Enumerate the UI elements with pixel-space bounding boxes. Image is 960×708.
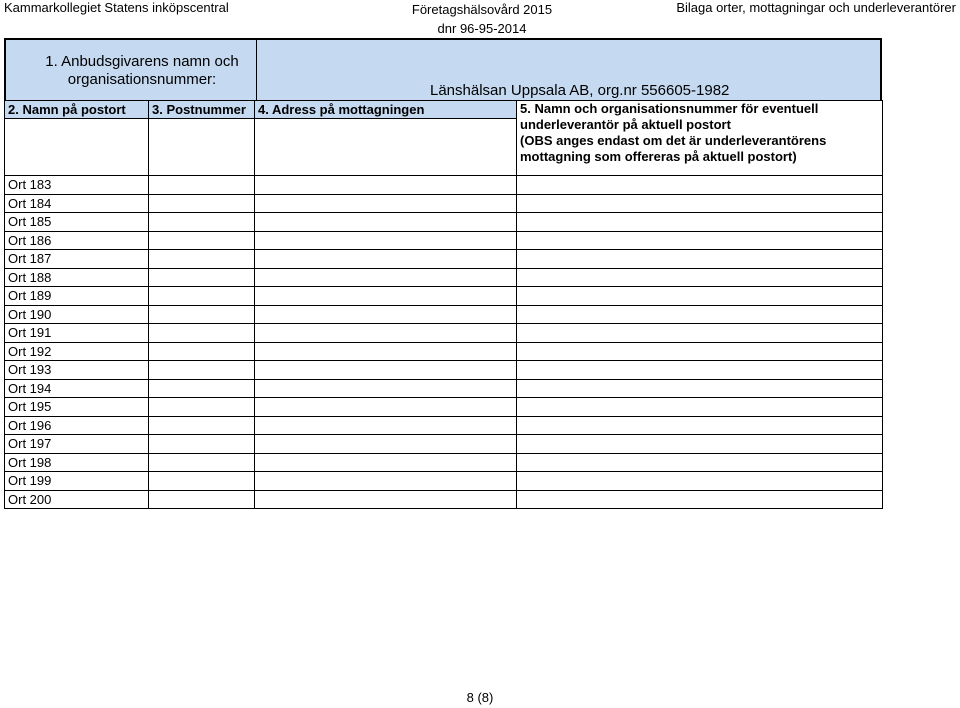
postnummer-cell[interactable] (149, 194, 255, 213)
postnummer-cell[interactable] (149, 490, 255, 509)
underleverantor-cell[interactable] (517, 287, 883, 306)
postort-cell: Ort 190 (5, 305, 149, 324)
postnummer-cell[interactable] (149, 453, 255, 472)
underleverantor-cell[interactable] (517, 472, 883, 491)
postort-cell: Ort 191 (5, 324, 149, 343)
adress-cell[interactable] (255, 379, 517, 398)
table-row (5, 361, 883, 380)
column-header-underleverantor-note: (OBS anges endast om det är underleverantörens mottagning som offereras på aktuell postort) (520, 133, 827, 164)
postort-cell: Ort 183 (5, 176, 149, 195)
postort-cell: Ort 184 (5, 194, 149, 213)
adress-cell[interactable] (255, 490, 517, 509)
underleverantor-cell[interactable] (517, 231, 883, 250)
underleverantor-cell[interactable] (517, 361, 883, 380)
header-procurement (400, 0, 564, 38)
column-header-underleverantor (517, 101, 883, 176)
table-row (5, 176, 883, 195)
column-header-row (5, 101, 883, 119)
adress-cell[interactable] (255, 342, 517, 361)
postnummer-cell[interactable] (149, 213, 255, 232)
table-row (5, 490, 883, 509)
underleverantor-cell[interactable] (517, 416, 883, 435)
page-number: 8 (8) (466, 690, 494, 705)
adress-cell[interactable] (255, 398, 517, 417)
postnummer-cell[interactable] (149, 268, 255, 287)
underleverantor-cell[interactable] (517, 324, 883, 343)
postnummer-cell[interactable] (149, 287, 255, 306)
underleverantor-cell[interactable] (517, 453, 883, 472)
underleverantor-cell[interactable] (517, 213, 883, 232)
bidder-label: 1. Anbudsgivarens namn och organisationsnummer: (45, 53, 239, 88)
page-header (0, 0, 960, 40)
table-row (5, 231, 883, 250)
adress-cell[interactable] (255, 268, 517, 287)
bidder-box (4, 38, 882, 102)
underleverantor-cell[interactable] (517, 435, 883, 454)
postort-cell: Ort 197 (5, 435, 149, 454)
header-appendix-title: Bilaga orter, mottagningar och underleverantörer (676, 0, 956, 15)
postort-cell: Ort 192 (5, 342, 149, 361)
table-row (5, 287, 883, 306)
divider (256, 40, 257, 100)
postort-cell: Ort 189 (5, 287, 149, 306)
table-row (5, 268, 883, 287)
spacer-cell (5, 119, 149, 176)
adress-cell[interactable] (255, 453, 517, 472)
header-organization: Kammarkollegiet Statens inköpscentral (4, 0, 229, 15)
underleverantor-cell[interactable] (517, 176, 883, 195)
locations-table (4, 100, 883, 509)
table-row (5, 472, 883, 491)
adress-cell[interactable] (255, 194, 517, 213)
postnummer-cell[interactable] (149, 176, 255, 195)
adress-cell[interactable] (255, 213, 517, 232)
header-procurement-title: Företagshälsovård 2015 (411, 2, 553, 17)
postort-cell: Ort 196 (5, 416, 149, 435)
postnummer-cell[interactable] (149, 324, 255, 343)
postort-cell: Ort 195 (5, 398, 149, 417)
adress-cell[interactable] (255, 361, 517, 380)
adress-cell[interactable] (255, 176, 517, 195)
header-reference-number: dnr 96-95-2014 (437, 21, 527, 36)
postnummer-cell[interactable] (149, 472, 255, 491)
table-row (5, 305, 883, 324)
table-row (5, 453, 883, 472)
postnummer-cell[interactable] (149, 250, 255, 269)
underleverantor-cell[interactable] (517, 490, 883, 509)
underleverantor-cell[interactable] (517, 398, 883, 417)
postnummer-cell[interactable] (149, 416, 255, 435)
underleverantor-cell[interactable] (517, 379, 883, 398)
column-header-adress: 4. Adress på mottagningen (255, 101, 517, 119)
bidder-value[interactable]: Länshälsan Uppsala AB, org.nr 556605-1982 (430, 82, 730, 99)
table-row (5, 324, 883, 343)
column-header-underleverantor-title: 5. Namn och organisationsnummer för eventuell underleverantör på aktuell postort (520, 101, 819, 132)
adress-cell[interactable] (255, 416, 517, 435)
underleverantor-cell[interactable] (517, 305, 883, 324)
adress-cell[interactable] (255, 287, 517, 306)
table-row (5, 379, 883, 398)
adress-cell[interactable] (255, 250, 517, 269)
postort-cell: Ort 187 (5, 250, 149, 269)
spacer-cell (149, 119, 255, 176)
column-header-postnummer: 3. Postnummer (149, 101, 255, 119)
postnummer-cell[interactable] (149, 435, 255, 454)
table-row (5, 416, 883, 435)
column-header-postort: 2. Namn på postort (5, 101, 149, 119)
underleverantor-cell[interactable] (517, 250, 883, 269)
postort-cell: Ort 193 (5, 361, 149, 380)
postort-cell: Ort 188 (5, 268, 149, 287)
postnummer-cell[interactable] (149, 379, 255, 398)
postnummer-cell[interactable] (149, 342, 255, 361)
adress-cell[interactable] (255, 324, 517, 343)
underleverantor-cell[interactable] (517, 194, 883, 213)
table-row (5, 250, 883, 269)
table-row (5, 342, 883, 361)
adress-cell[interactable] (255, 435, 517, 454)
postort-cell: Ort 199 (5, 472, 149, 491)
underleverantor-cell[interactable] (517, 268, 883, 287)
table-row (5, 435, 883, 454)
table-row (5, 398, 883, 417)
postnummer-cell[interactable] (149, 398, 255, 417)
adress-cell[interactable] (255, 472, 517, 491)
postort-cell: Ort 186 (5, 231, 149, 250)
postnummer-cell[interactable] (149, 361, 255, 380)
adress-cell[interactable] (255, 305, 517, 324)
spacer-cell (255, 119, 517, 176)
table-row (5, 213, 883, 232)
adress-cell[interactable] (255, 231, 517, 250)
postort-cell: Ort 194 (5, 379, 149, 398)
postnummer-cell[interactable] (149, 231, 255, 250)
postort-cell: Ort 200 (5, 490, 149, 509)
postort-cell: Ort 185 (5, 213, 149, 232)
underleverantor-cell[interactable] (517, 342, 883, 361)
postort-cell: Ort 198 (5, 453, 149, 472)
table-row (5, 194, 883, 213)
postnummer-cell[interactable] (149, 305, 255, 324)
